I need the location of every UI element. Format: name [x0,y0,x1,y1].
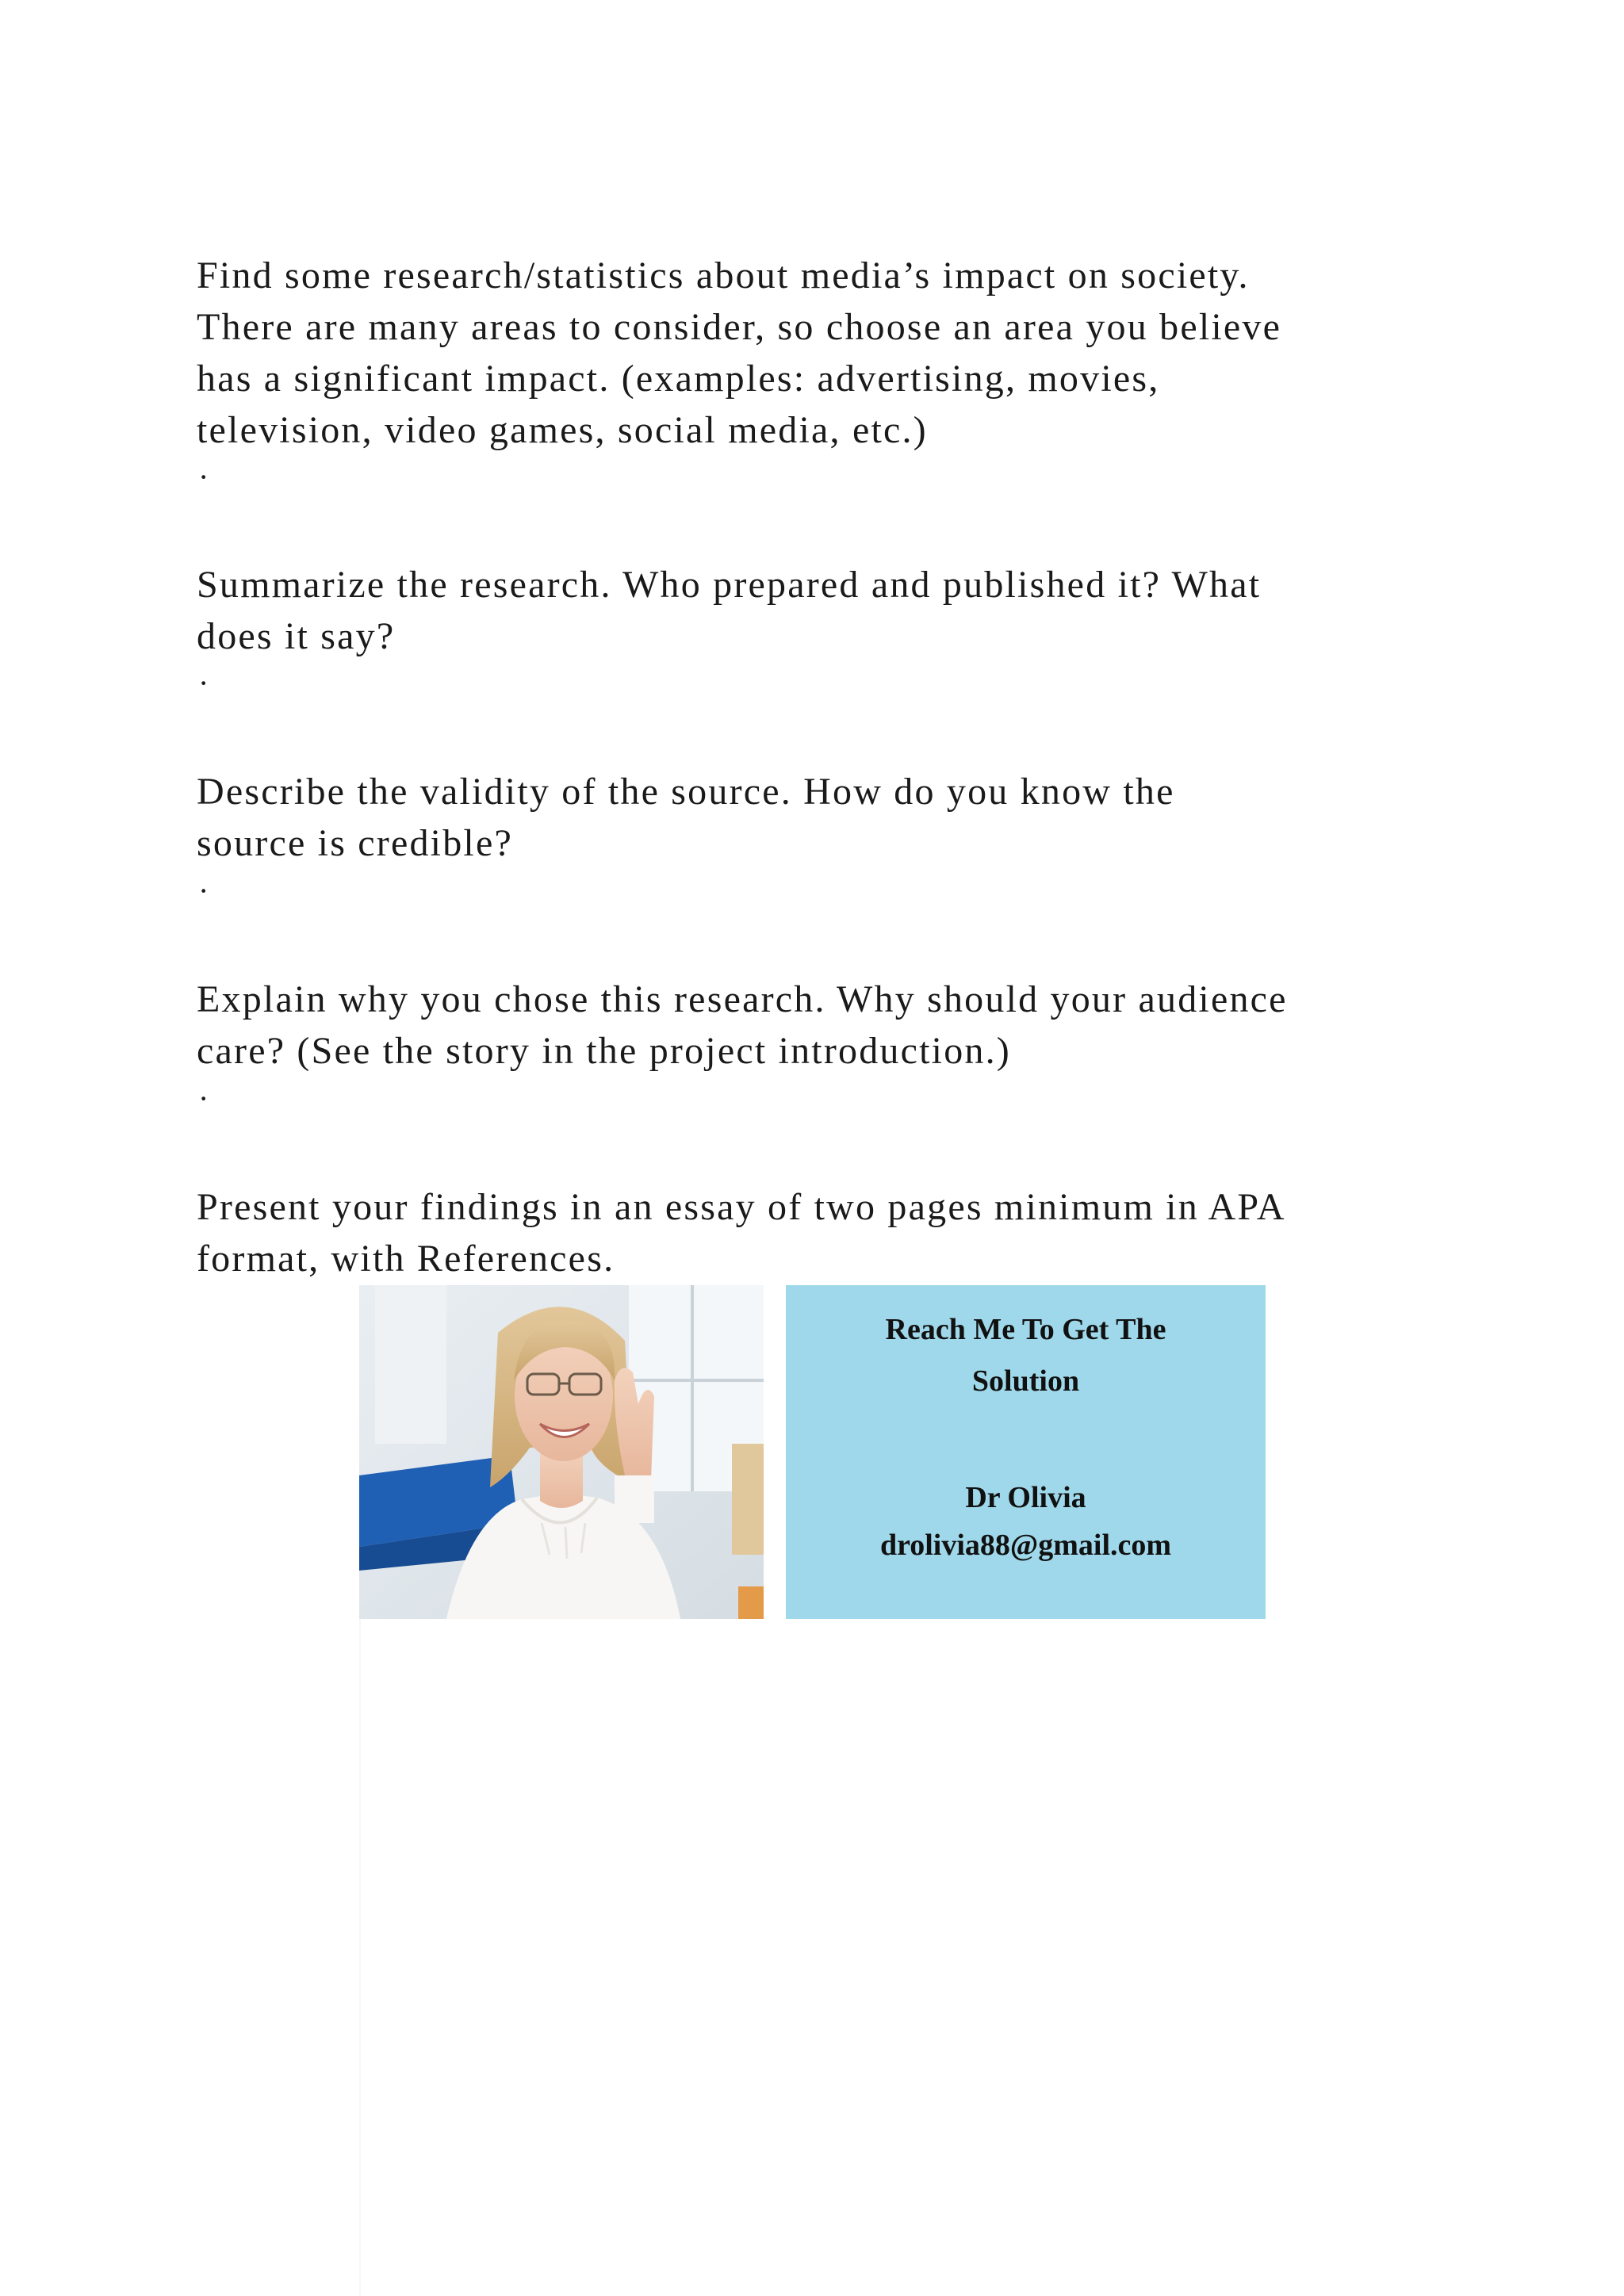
page-divider [359,1619,361,2296]
paragraph-present-findings: Present your findings in an essay of two pages minimum in APA format, with References. [197,1186,1286,1280]
bullet-marker: · [198,459,209,495]
paragraph-why-chosen: Explain why you chose this research. Why should your audience care? (See the story in the project introduction.) [197,978,1288,1072]
banner-heading-line2: Solution [971,1364,1080,1398]
banner-contact-email[interactable]: drolivia88@gmail.com [879,1529,1172,1562]
paragraph-summarize: Summarize the research. Who prepared and published it? What does it say? [197,564,1262,657]
banner-contact-name: Dr Olivia [965,1481,1086,1514]
promo-banner [359,1285,1266,1619]
paragraph-validity: Describe the validity of the source. How do you know the source is credible? [197,771,1175,864]
banner-heading-line1: Reach Me To Get The [885,1313,1166,1346]
contact-panel [786,1285,1266,1619]
bullet-marker: · [198,1081,209,1116]
paragraph-media-impact: Find some research/statistics about media’s impact on society. There are many areas to consider, so choose an area you believe has a significant impact. (examples: advertising, movies, television, video games, social media, etc.) [197,254,1282,451]
bullet-marker: · [198,873,209,909]
bullet-marker: · [198,665,209,701]
woman-portrait-photo [359,1285,764,1619]
